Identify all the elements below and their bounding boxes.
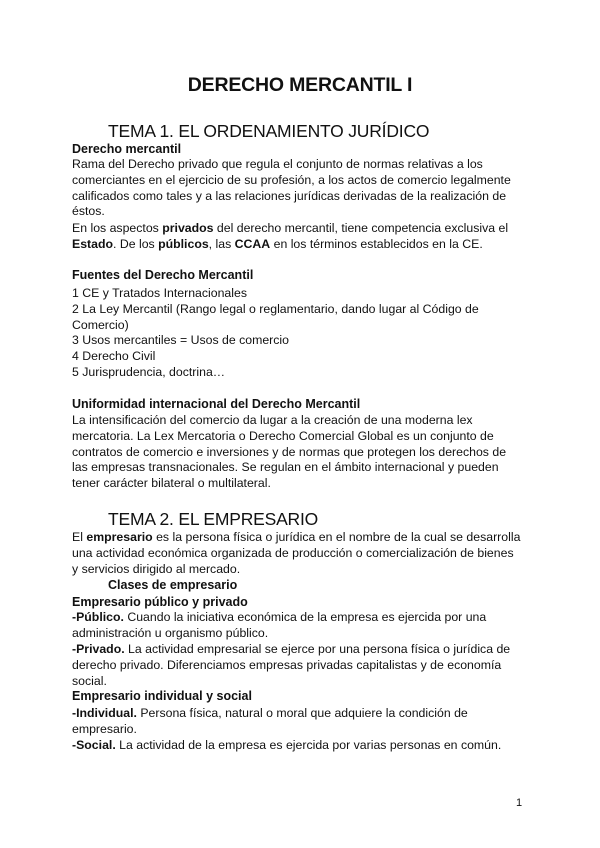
document-title: DERECHO MERCANTIL I <box>187 74 413 96</box>
social-definition <box>72 738 522 754</box>
competencia-privados: privados <box>162 221 214 235</box>
uniformidad-heading: Uniformidad internacional del Derecho Mercantil <box>72 397 361 411</box>
competencia-publicos: públicos <box>158 236 209 251</box>
empresario-def-text-1: El <box>72 530 87 544</box>
competencia-text-5: en los términos establecidos en la CE. <box>270 236 483 251</box>
uniformidad-text: La intensificación del comercio da lugar a la creación de una moderna lex mercatoria. La Lex Mercatoria o Derecho Comercial Global es un conjunto de contratos de comercio e inversiones y de normas que protegen los derechos de las empresas transnacionales. Se regulan en el ámbito internacional y pueden tener carácter bilateral o multilateral. <box>72 413 507 491</box>
competencia-text-2: del derecho mercantil, tiene competencia exclusiva el <box>213 221 509 235</box>
individual-definition <box>72 706 522 738</box>
fuentes-item-1: 1 CE y Tratados Internacionales <box>72 286 247 300</box>
derecho-mercantil-definition: Rama del Derecho privado que regula el conjunto de normas relativas a los comerciantes en el ejercicio de su profesión, a los actos de comercio legalmente calificados como tales y a las relaciones jurídicas derivadas de la realización de éstos. <box>72 157 511 219</box>
publico-privado-heading: Empresario público y privado <box>72 595 248 609</box>
empresario-def-text-2: es la persona física o jurídica en el nombre de la cual se desarrolla una actividad económica organizada de producción o comercialización de bienes y servicios dirigido al mercado. <box>72 530 521 576</box>
privado-definition <box>72 642 522 689</box>
competencia-text-1: En los aspectos <box>72 221 163 235</box>
publico-label: -Público. <box>72 610 124 624</box>
fuentes-item-3: 3 Usos mercantiles = Usos de comercio <box>72 333 289 347</box>
clases-heading: Clases de empresario <box>108 578 238 592</box>
privado-text: La actividad empresarial se ejerce por una persona física o jurídica de derecho privado. Diferenciamos empresas privadas capitalistas y de economía social. <box>72 642 511 688</box>
page-number: 1 <box>516 797 523 809</box>
competencia-text-3: . De los <box>113 236 159 251</box>
derecho-mercantil-heading: Derecho mercantil <box>72 142 182 156</box>
competencia-ccaa: CCAA <box>234 236 271 251</box>
social-text: La actividad de la empresa es ejercida por varias personas en común. <box>115 738 502 752</box>
individual-text: Persona física, natural o moral que adquiere la condición de empresario. <box>72 706 468 736</box>
tema1-heading: TEMA 1. EL ORDENAMIENTO JURÍDICO <box>108 121 430 141</box>
empresario-definition <box>72 530 522 577</box>
fuentes-item-4: 4 Derecho Civil <box>72 349 156 363</box>
competencia-paragraph <box>72 221 522 253</box>
publico-text: Cuando la iniciativa económica de la empresa es ejercida por una administración u organismo público. <box>72 610 487 640</box>
tema2-heading: TEMA 2. EL EMPRESARIO <box>108 509 319 529</box>
competencia-estado: Estado <box>72 236 113 251</box>
publico-definition <box>72 610 522 642</box>
privado-label: -Privado. <box>72 642 125 656</box>
competencia-text-4: , las <box>208 236 235 251</box>
fuentes-item-2: 2 La Ley Mercantil (Rango legal o reglamentario, dando lugar al Código de Comercio) <box>72 302 479 332</box>
social-label: -Social. <box>72 738 116 752</box>
fuentes-item-5: 5 Jurisprudencia, doctrina… <box>72 365 226 379</box>
empresario-bold: empresario <box>86 530 153 544</box>
fuentes-heading: Fuentes del Derecho Mercantil <box>72 268 254 282</box>
individual-label: -Individual. <box>72 706 137 720</box>
individual-social-heading: Empresario individual y social <box>72 689 252 703</box>
